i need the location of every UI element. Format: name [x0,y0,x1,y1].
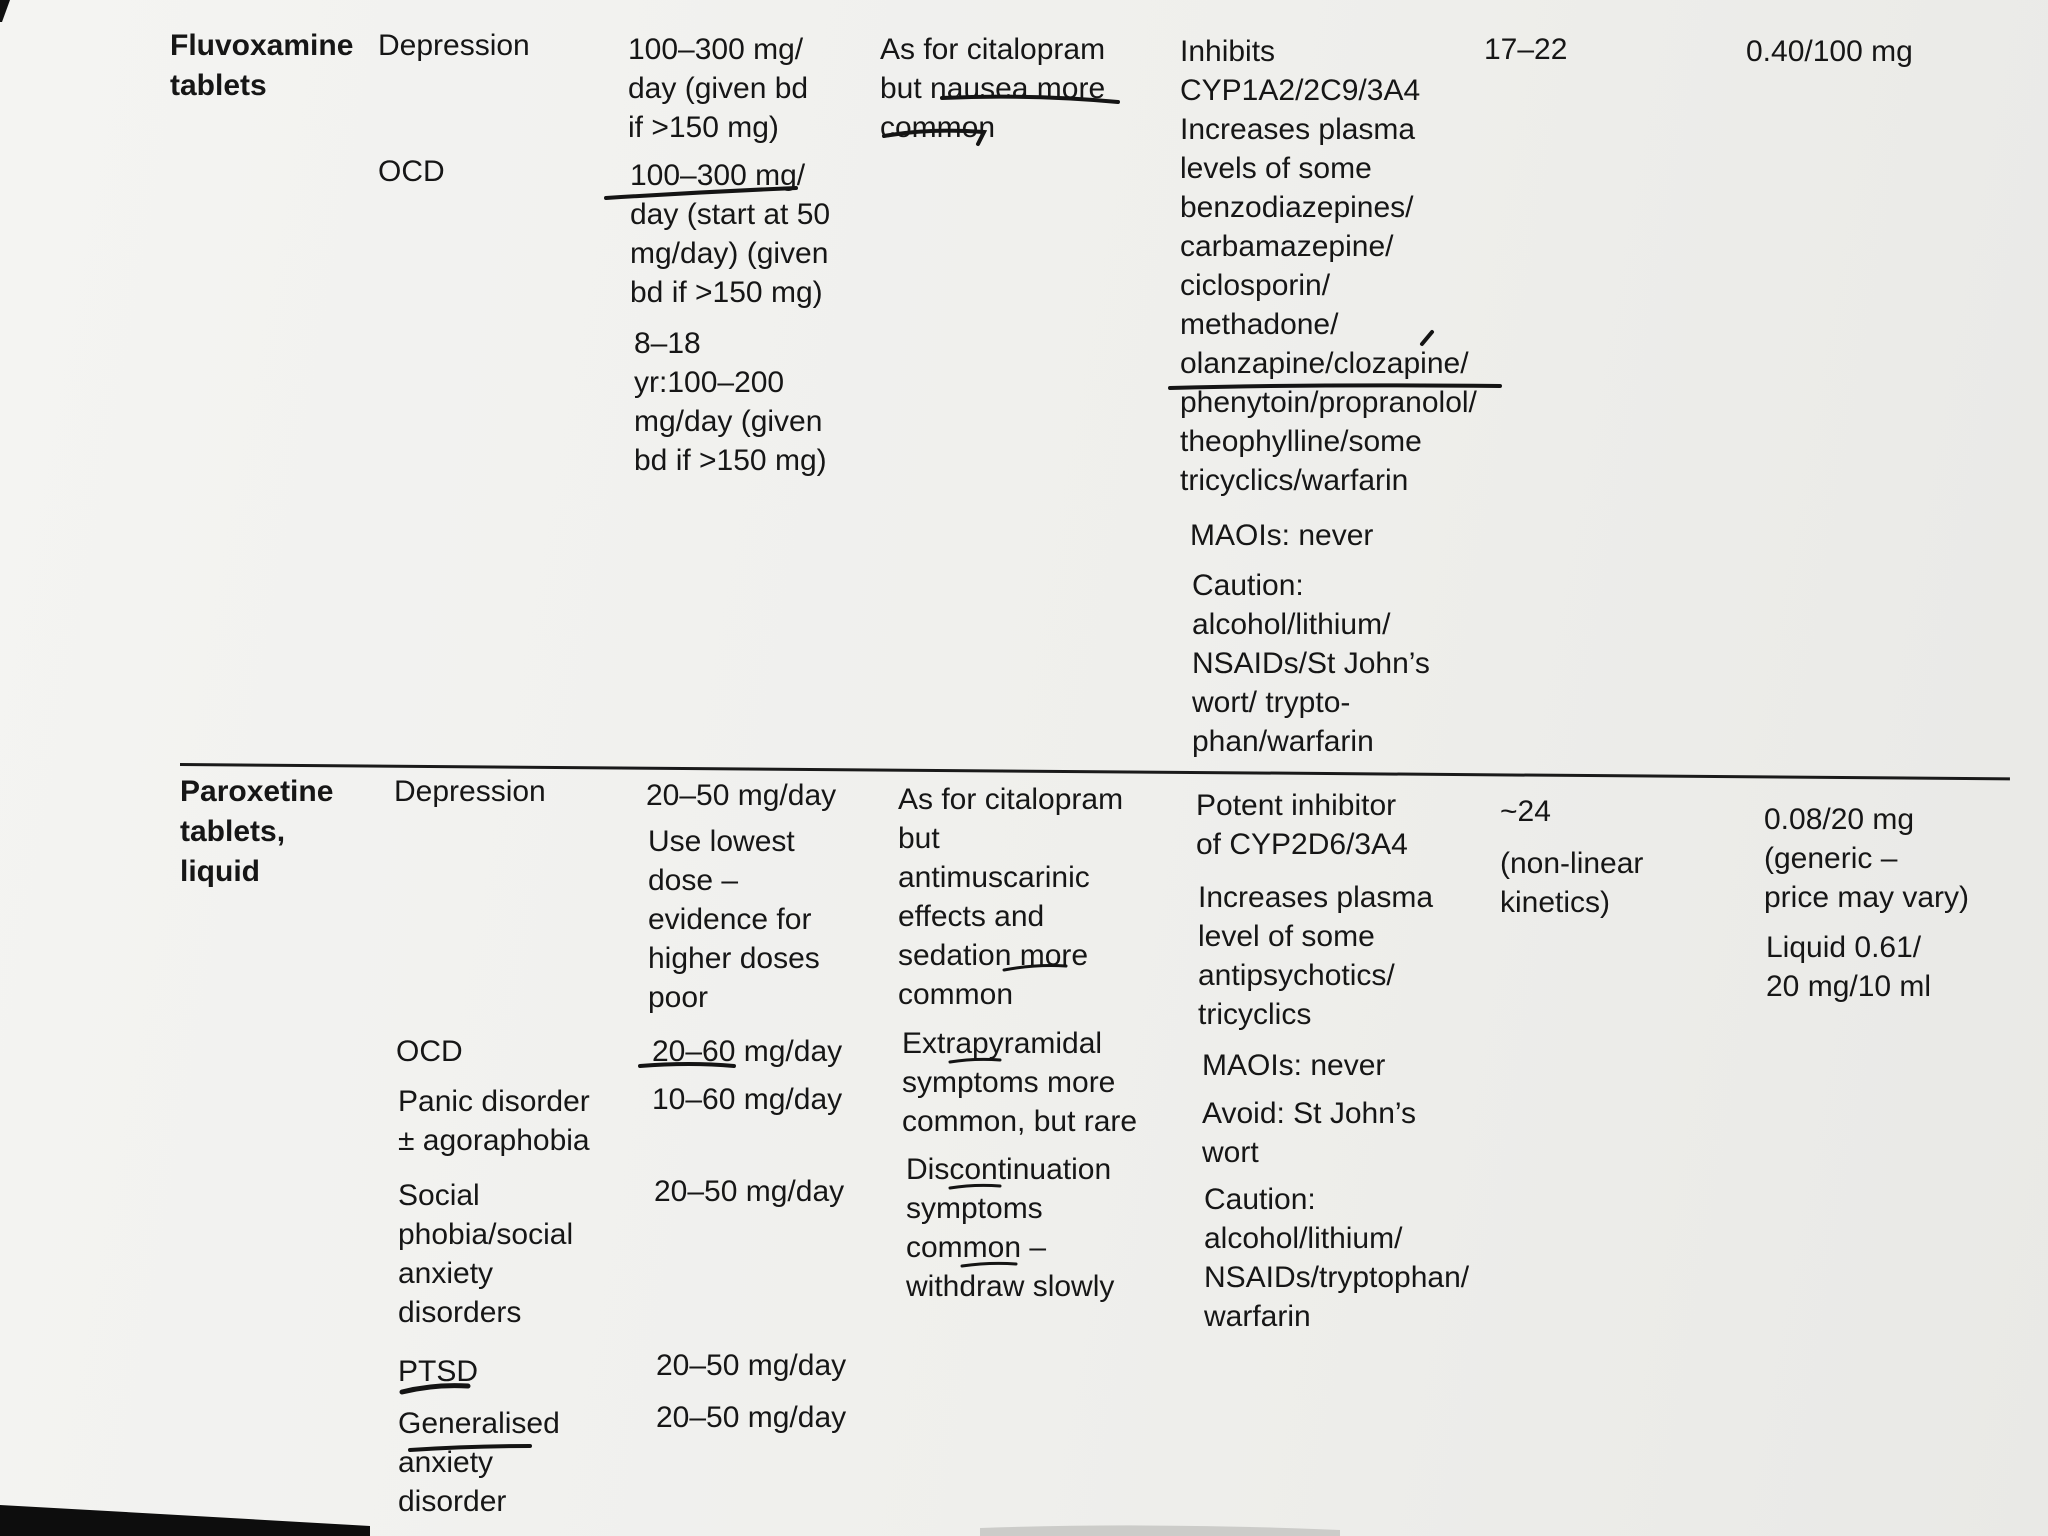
interactions-line: Avoid: St John’s [1202,1097,1417,1130]
side-effects-cell [902,1024,1137,1141]
dose-line: mg/day (given [634,405,823,438]
half-life-line: ~24 [1500,795,1551,828]
side-effects-line: Discontinuation [906,1153,1112,1186]
interactions-line: alcohol/lithium/ [1204,1222,1403,1255]
bottom-page-shadow [0,1505,370,1536]
indication-line: Depression [394,775,546,808]
interactions-cell [1204,1180,1469,1336]
cost-line: Liquid 0.61/ [1766,931,1922,964]
side-effects-cell [880,30,1105,147]
cost-line: 0.08/20 mg [1764,803,1915,836]
interactions-line: Increases plasma [1198,881,1434,914]
side-effects-line: sedation more [898,939,1089,972]
indication-line: disorders [398,1296,522,1329]
dose-line: Use lowest [648,825,795,858]
indication-cell [398,1404,560,1521]
side-effects-line: Extrapyramidal [902,1027,1103,1060]
side-effects-cell [898,780,1123,1014]
indication-cell [398,1176,573,1332]
indication-line: phobia/social [398,1218,574,1251]
drug-name-line: Fluvoxamine [170,29,354,62]
interactions-line: NSAIDs/St John’s [1192,647,1430,680]
dose-cell [652,1080,842,1119]
dose-cell [652,1032,842,1071]
interactions-line: ciclosporin/ [1180,269,1331,302]
interactions-line: carbamazepine/ [1180,230,1394,263]
side-effects-line: common [898,978,1014,1011]
cost-cell [1766,928,1931,1006]
dose-line: yr:100–200 [634,366,785,399]
interactions-line: tricyclics/warfarin [1180,464,1409,497]
indication-line: anxiety [398,1257,494,1290]
interactions-line: MAOIs: never [1202,1049,1386,1082]
interactions-line: benzodiazepines/ [1180,191,1414,224]
side-effects-cell [906,1150,1114,1306]
dose-line: poor [648,981,709,1014]
drug-name-line: tablets, [180,815,286,848]
dose-line: evidence for [648,903,812,936]
side-effects-line: As for citalopram [898,783,1124,816]
interactions-line: Increases plasma [1180,113,1416,146]
interactions-cell [1198,878,1433,1034]
side-effects-line: antimuscarinic [898,861,1090,894]
indication-line: OCD [378,155,445,188]
drug-name-line: Paroxetine [180,775,334,808]
interactions-line: theophylline/some [1180,425,1422,458]
side-effects-line: common – [906,1231,1047,1264]
dose-line: 100–300 mg/ [628,33,804,66]
indication-line: PTSD [398,1355,479,1388]
interactions-line: wort [1202,1136,1259,1169]
interactions-line: CYP1A2/2C9/3A4 [1180,74,1421,107]
half-life-line: 17–22 [1484,33,1568,66]
drug-name-line: liquid [180,855,260,888]
dose-cell [630,156,830,312]
interactions-line: antipsychotics/ [1198,959,1395,992]
interactions-cell [1190,516,1373,555]
indication-line: Social [398,1179,480,1212]
dose-cell [646,776,836,815]
dose-line: 20–60 mg/day [652,1035,843,1068]
half-life-line: (non-linear [1500,847,1644,880]
indication-cell [394,772,546,811]
cost-line: price may vary) [1764,881,1970,914]
dose-line: 20–50 mg/day [656,1401,847,1434]
interactions-line: phan/warfarin [1192,725,1374,758]
dose-line: bd if >150 mg) [630,276,823,309]
dose-line: 20–50 mg/day [646,779,837,812]
drug-name-paroxetine [180,772,333,892]
dose-cell [656,1346,846,1385]
dose-line: day (given bd [628,72,809,105]
drug-name-fluvoxamine [170,26,353,106]
dose-line: dose – [648,864,739,897]
cost-line: (generic – [1764,842,1898,875]
interactions-line: alcohol/lithium/ [1192,608,1391,641]
indication-cell [378,152,445,191]
dose-line: mg/day) (given [630,237,829,270]
dose-line: 8–18 [634,327,701,360]
dose-cell [656,1398,846,1437]
indication-line: Panic disorder [398,1085,590,1118]
side-effects-line: effects and [898,900,1045,933]
interactions-line: Caution: [1192,569,1304,602]
indication-cell [378,26,530,65]
cost-cell [1764,800,1969,917]
interactions-cell [1180,32,1477,500]
half-life-cell [1484,30,1567,69]
interactions-line: warfarin [1204,1300,1311,1333]
interactions-line: of CYP2D6/3A4 [1196,828,1408,861]
interactions-line: olanzapine/clozapine/ [1180,347,1469,380]
bottom-page-shadow [980,1525,1340,1536]
indication-cell [398,1352,478,1391]
cost-line: 0.40/100 mg [1746,35,1913,68]
interactions-line: NSAIDs/tryptophan/ [1204,1261,1470,1294]
interactions-line: Inhibits [1180,35,1276,68]
half-life-cell [1500,792,1551,831]
interactions-line: Caution: [1204,1183,1316,1216]
interactions-line: methadone/ [1180,308,1339,341]
side-effects-line: withdraw slowly [906,1270,1115,1303]
dose-line: bd if >150 mg) [634,444,827,477]
dose-cell [648,822,820,1017]
indication-cell [396,1032,463,1071]
side-effects-line: but nausea more [880,72,1106,105]
cost-line: 20 mg/10 ml [1766,970,1932,1003]
interactions-cell [1202,1046,1385,1085]
interactions-line: Potent inhibitor [1196,789,1397,822]
interactions-cell [1202,1094,1416,1172]
dose-line: if >150 mg) [628,111,779,144]
dose-line: 20–50 mg/day [654,1175,845,1208]
interactions-line: levels of some [1180,152,1372,185]
side-effects-line: but [898,822,940,855]
side-effects-line: As for citalopram [880,33,1106,66]
cost-cell [1746,32,1913,71]
interactions-line: level of some [1198,920,1375,953]
indication-line: ± agoraphobia [398,1124,590,1157]
half-life-line: kinetics) [1500,886,1611,919]
page-corner-shadow [0,0,10,22]
indication-line: OCD [396,1035,463,1068]
half-life-cell [1500,844,1643,922]
dose-cell [654,1172,844,1211]
side-effects-line: symptoms more [902,1066,1116,1099]
interactions-line: MAOIs: never [1190,519,1374,552]
side-effects-line: common [880,111,996,144]
indication-line: Depression [378,29,530,62]
indication-line: Generalised [398,1407,560,1440]
interactions-line: wort/ trypto- [1192,686,1351,719]
dose-cell [628,30,808,147]
interactions-line: tricyclics [1198,998,1312,1031]
indication-line: disorder [398,1485,507,1518]
indication-cell [398,1082,590,1160]
side-effects-line: symptoms [906,1192,1043,1225]
interactions-cell [1192,566,1430,761]
interactions-line: phenytoin/propranolol/ [1180,386,1477,419]
dose-cell [634,324,827,480]
indication-line: anxiety [398,1446,494,1479]
dose-line: 10–60 mg/day [652,1083,843,1116]
dose-line: 20–50 mg/day [656,1349,847,1382]
dose-line: higher doses [648,942,820,975]
drug-name-line: tablets [170,69,267,102]
dose-line: 100–300 mg/ [630,159,806,192]
side-effects-line: common, but rare [902,1105,1138,1138]
interactions-cell [1196,786,1408,864]
dose-line: day (start at 50 [630,198,831,231]
